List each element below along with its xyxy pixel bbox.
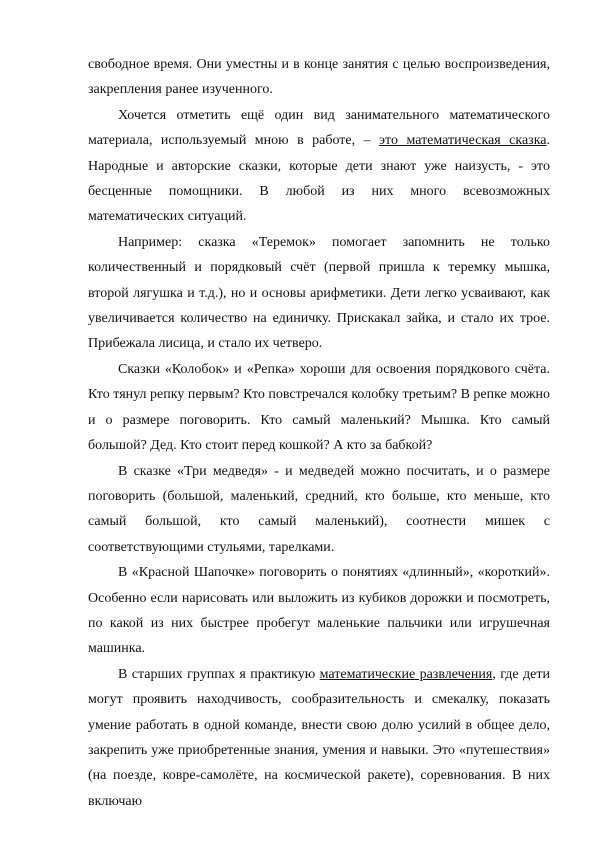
paragraph-6 bbox=[88, 560, 550, 662]
paragraph-4 bbox=[88, 357, 550, 459]
paragraph-5-text: В сказке «Три медведя» - и медведей можно посчитать, и о размере поговорить (большой, маленький, средний, кто больше, кто меньше, кто самый большой, кто самый маленький), соотнести мишек с соответствующими стульями, тарелками. bbox=[88, 463, 550, 555]
paragraph-4-text: Сказки «Колобок» и «Репка» хороши для освоения порядкового счёта. Кто тянул репку первым? Кто повстречался колобку третьим? В репке можно и о размере поговорить. Кто самый маленький? Мышка. Кто самый большой? Дед. Кто стоит перед кошкой? А кто за бабкой? bbox=[88, 361, 550, 454]
paragraph-3-text: Например: сказка «Теремок» помогает запомнить не только количественный и порядковый счёт (первой пришла к теремку мышка, второй лягушка и т.д.), но и основы арифметики. Дети легко усваивают, как увеличивается количество на единичку. Прискакал зайка, и стало их трое. Прибежала лисица, и стало их четверо. bbox=[88, 234, 550, 352]
paragraph-2 bbox=[88, 103, 550, 230]
paragraph-7 bbox=[88, 662, 550, 814]
paragraph-2-text-a: Хочется отметить ещё один вид занимательного математического материала, используемый мною в работе, – bbox=[88, 107, 550, 149]
paragraph-1 bbox=[88, 52, 550, 103]
paragraph-3 bbox=[88, 230, 550, 357]
paragraph-1-text: свободное время. Они уместны и в конце занятия с целью воспроизведения, закрепления ранее изученного. bbox=[88, 57, 550, 98]
document-body bbox=[88, 52, 550, 814]
underlined-phrase-math-entertainment: математические развлечения bbox=[319, 666, 493, 682]
paragraph-7-text-b: , где дети могут проявить находчивость, сообразительность и смекалку, показать умение работать в одной команде, внести свою долю усилий в общее дело, закрепить уже приобретенные знания, умения и навыки. Это «путешествия» (на поезде, ковре-самолёте, на космической ракете), соревнования. В них включаю bbox=[88, 666, 550, 809]
paragraph-7-text-a: В старших группах я практикую bbox=[118, 666, 320, 682]
paragraph-5 bbox=[88, 459, 550, 561]
paragraph-2-text-b: . Народные и авторские сказки, которые дети знают уже наизусть, - это бесценные помощники. В любой из них много всевозможных математических ситуаций. bbox=[88, 133, 550, 225]
paragraph-6-text: В «Красной Шапочке» поговорить о понятиях «длинный», «короткий». Особенно если нарисовать или выложить из кубиков дорожки и посмотреть, по какой из них быстрее пробегут маленькие пальчики или игрушечная машинка. bbox=[88, 565, 550, 657]
underlined-phrase-math-fairy-tale: это математическая сказка bbox=[379, 133, 547, 149]
